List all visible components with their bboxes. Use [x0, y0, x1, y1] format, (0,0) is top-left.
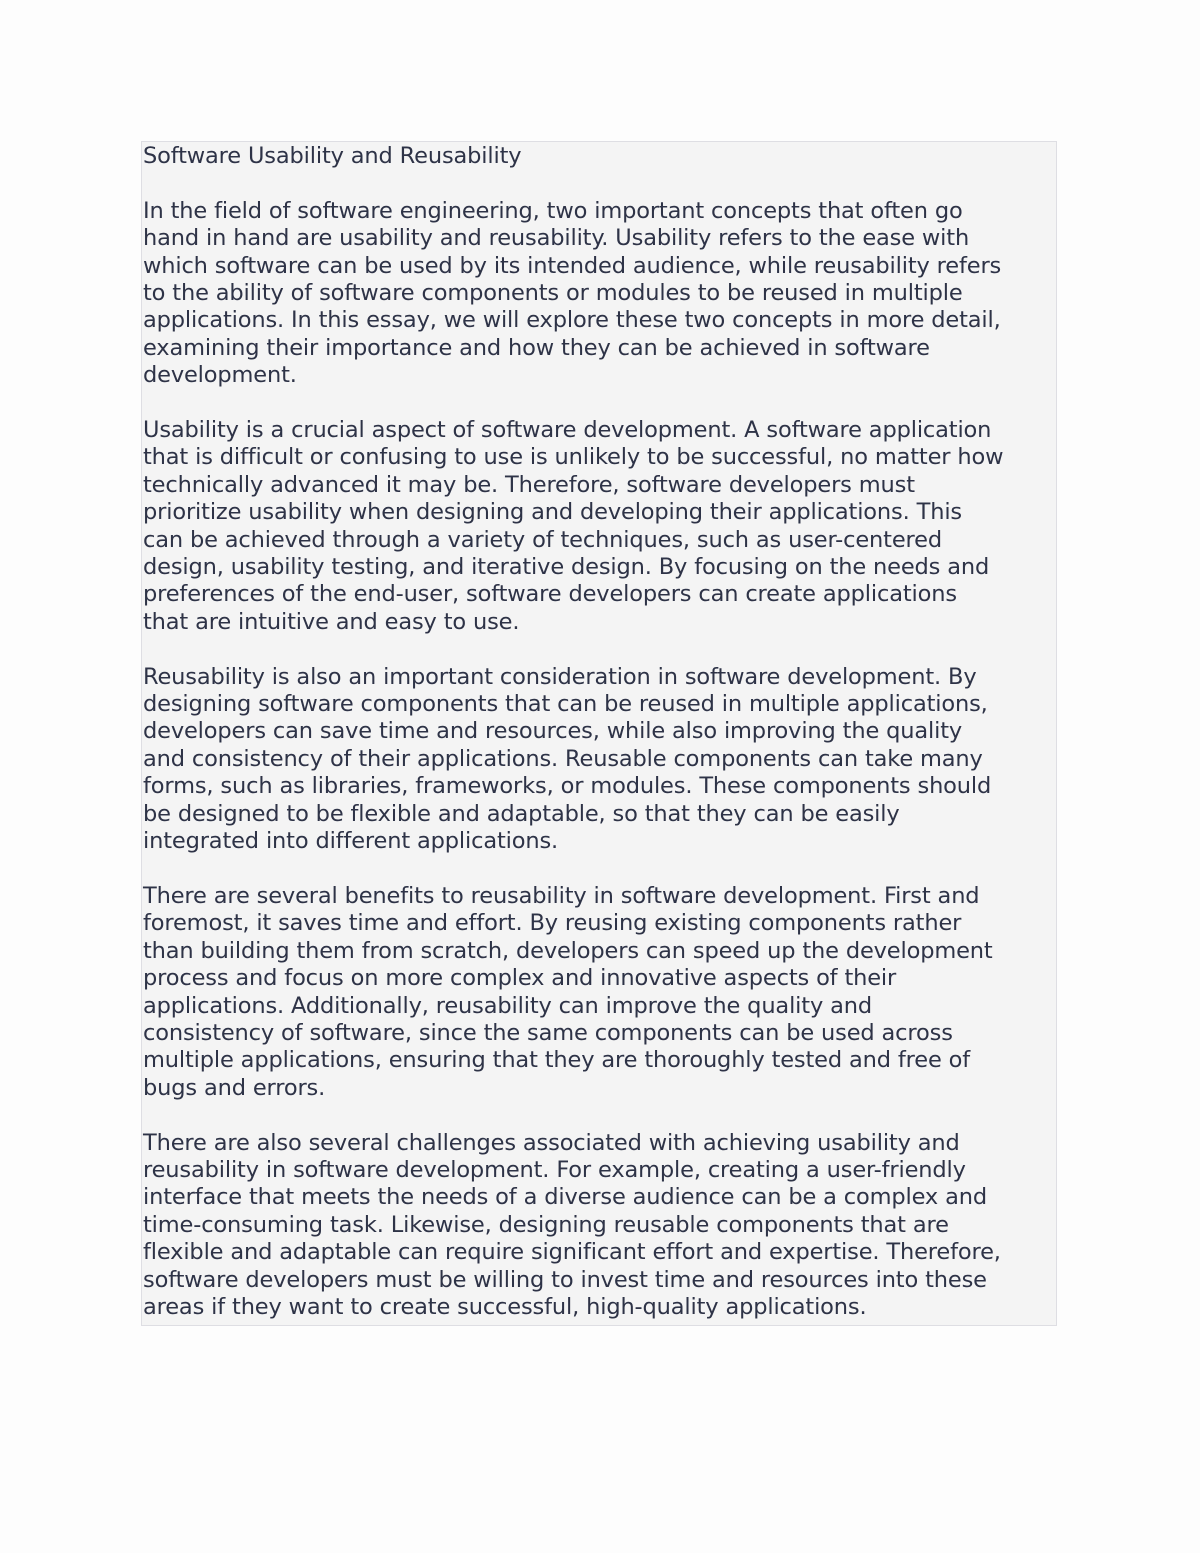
text-line: There are also several challenges associated with achieving usability and — [143, 1129, 960, 1156]
paragraph — [143, 883, 1056, 1102]
text-line: developers can save time and resources, while also improving the quality — [143, 718, 963, 745]
text-line: prioritize usability when designing and developing their applications. This — [143, 499, 962, 526]
text-line: process and focus on more complex and innovative aspects of their — [143, 965, 897, 992]
text-line: design, usability testing, and iterative design. By focusing on the needs and — [143, 554, 990, 581]
text-line: development. — [143, 362, 297, 389]
text-line: flexible and adaptable can require significant effort and expertise. Therefore, — [143, 1239, 1001, 1266]
text-line: applications. In this essay, we will explore these two concepts in more detail, — [143, 307, 1001, 334]
text-line: to the ability of software components or modules to be reused in multiple — [143, 280, 963, 307]
paragraph — [143, 198, 1056, 390]
paragraph — [143, 417, 1056, 636]
paragraph — [143, 1130, 1056, 1322]
document-text-box[interactable] — [141, 141, 1057, 1326]
text-line: There are several benefits to reusability in software development. First and — [143, 882, 980, 909]
text-line: forms, such as libraries, frameworks, or modules. These components should — [143, 773, 992, 800]
text-line: Reusability is also an important consideration in software development. By — [143, 663, 977, 690]
text-line: examining their importance and how they can be achieved in software — [143, 334, 930, 361]
text-line: foremost, it saves time and effort. By reusing existing components rather — [143, 910, 962, 937]
text-line: consistency of software, since the same components can be used across — [143, 1019, 953, 1046]
document-title: Software Usability and Reusability — [143, 143, 522, 169]
text-line: integrated into different applications. — [143, 828, 559, 855]
text-line: areas if they want to create successful, high-quality applications. — [143, 1293, 867, 1320]
text-line: can be achieved through a variety of techniques, such as user-centered — [143, 526, 942, 553]
text-line: applications. Additionally, reusability can improve the quality and — [143, 992, 872, 1019]
text-line: hand in hand are usability and reusability. Usability refers to the ease with — [143, 225, 970, 252]
text-line: technically advanced it may be. Therefore, software developers must — [143, 471, 915, 498]
text-line: multiple applications, ensuring that they are thoroughly tested and free of — [143, 1047, 971, 1074]
text-line: interface that meets the needs of a diverse audience can be a complex and — [143, 1184, 987, 1211]
text-line: than building them from scratch, developers can speed up the development — [143, 937, 993, 964]
text-line: preferences of the end-user, software developers can create applications — [143, 581, 957, 608]
text-line: bugs and errors. — [143, 1074, 326, 1101]
text-line: designing software components that can be reused in multiple applications, — [143, 691, 988, 718]
document-body — [142, 143, 1056, 1321]
text-line: software developers must be willing to invest time and resources into these — [143, 1266, 987, 1293]
paragraph — [143, 664, 1056, 856]
text-line: In the field of software engineering, two important concepts that often go — [143, 197, 963, 224]
text-line: which software can be used by its intended audience, while reusability refers — [143, 252, 1002, 279]
text-line: that are intuitive and easy to use. — [143, 608, 520, 635]
paragraph-list — [143, 198, 1056, 1322]
text-line: be designed to be flexible and adaptable, so that they can be easily — [143, 800, 900, 827]
text-line: that is difficult or confusing to use is unlikely to be successful, no matter how — [143, 444, 1004, 471]
text-line: time-consuming task. Likewise, designing reusable components that are — [143, 1211, 949, 1238]
text-line: Usability is a crucial aspect of software development. A software application — [143, 417, 992, 444]
text-line: and consistency of their applications. Reusable components can take many — [143, 745, 983, 772]
text-line: reusability in software development. For example, creating a user-friendly — [143, 1156, 966, 1183]
